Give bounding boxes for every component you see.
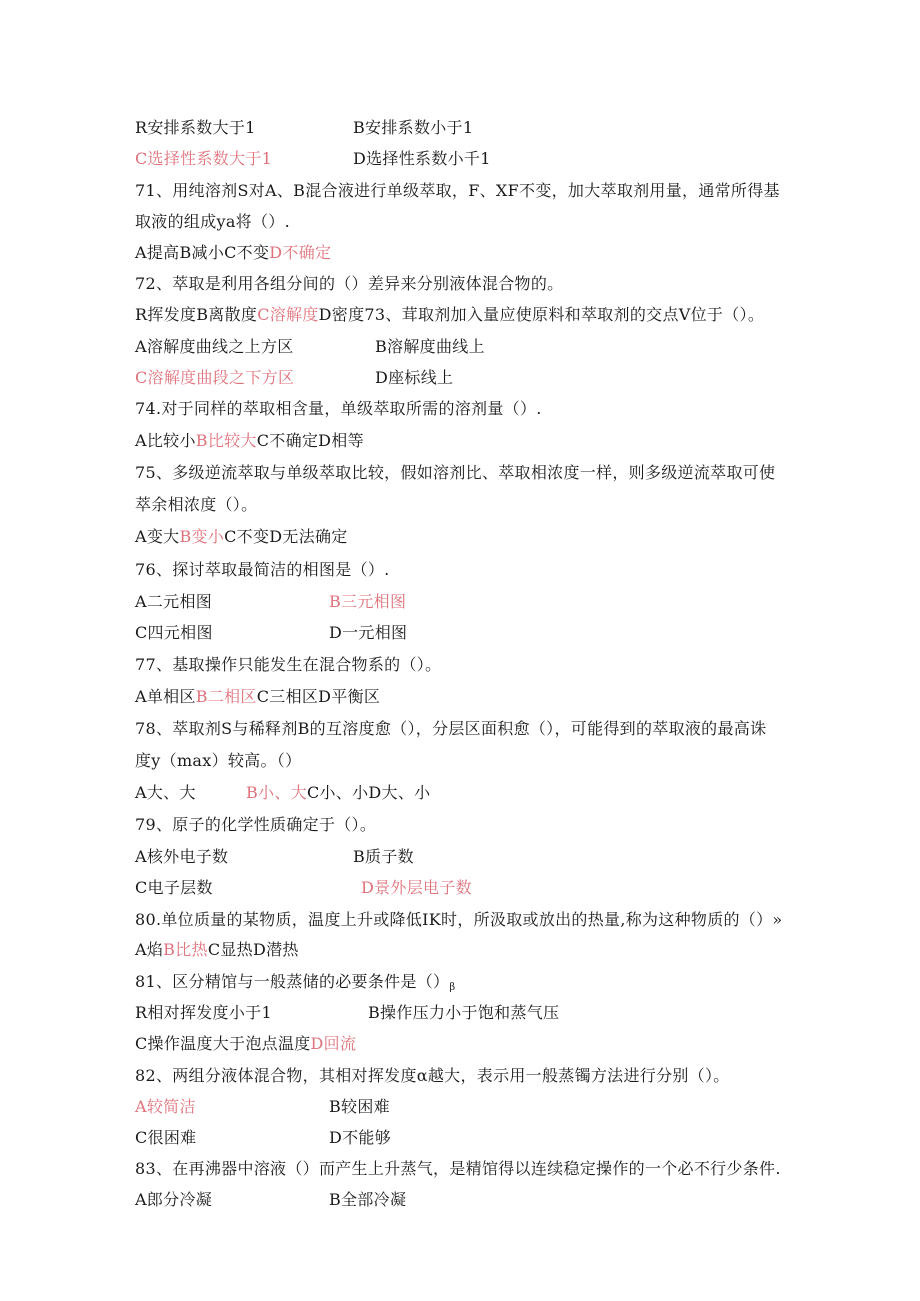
answer-option-d: D景外层电子数: [361, 878, 472, 897]
options-bcd: [246, 783, 430, 803]
option-c: C四元相图: [135, 623, 213, 642]
option-c: C操作温度大于泡点温度: [135, 1034, 311, 1053]
question-73-options-2: [135, 368, 454, 388]
question-72: 72、萃取是利用各组分间的（）差异来分别液体混合物的。: [135, 274, 564, 293]
question-76-options-1: [135, 592, 407, 612]
question-75-line-2: 萃余相浓度（）。: [135, 495, 258, 514]
question-80-options: [135, 940, 299, 960]
question-82: 82、两组分液体混合物，其相对挥发度α越大，表示用一般蒸镯方法进行分别（）。: [135, 1066, 730, 1085]
question-78-line-1: 78、萃取剂S与稀释剂B的互溶度愈（），分层区面积愈（），可能得到的萃取液的最高诛: [135, 719, 767, 738]
question-78-options: [135, 783, 431, 803]
question-72-options: [135, 305, 764, 325]
question-71-line-1: 71、用纯溶剂S对A、B混合液进行单级萃取，F、XF不变，加大萃取剂用量，通常所得基: [135, 181, 780, 200]
options-cd: C不确定D相等: [256, 431, 364, 450]
answer-option-a: A较简洁: [135, 1097, 196, 1116]
option-a: A比较小: [135, 431, 196, 450]
options-cd: C不变D无法确定: [224, 527, 348, 546]
question-81-options-1: [135, 1003, 560, 1023]
option-b: B全部冷凝: [329, 1190, 407, 1209]
question-80: 80.单位质量的某物质，温度上升或降低IK时，所汲取或放出的热量,称为这种物质的（）»: [135, 910, 783, 929]
answer-option-b: B比较大: [195, 431, 257, 450]
option-a: R安排系数大于1: [135, 118, 256, 137]
option-b: B溶解度曲线上: [375, 337, 485, 356]
question-81: [135, 972, 455, 998]
options-abc: A提高B减小C不变: [135, 243, 270, 262]
question-73-options-1: [135, 337, 485, 357]
question-76-options-2: [135, 623, 408, 643]
answer-option-b: B变小: [179, 527, 225, 546]
option-a: A二元相图: [135, 592, 213, 611]
option-b: B较困难: [329, 1097, 390, 1116]
answer-option-c: C溶解度: [257, 305, 319, 324]
answer-option-b: B比热: [163, 940, 208, 959]
question-71-line-2: 取液的组成ya将（）.: [135, 212, 290, 231]
option-b: B安排系数小于1: [353, 118, 474, 137]
question-83-options: [135, 1190, 407, 1210]
answer-option-b: B三元相图: [329, 592, 407, 611]
option-a: A单相区: [135, 687, 196, 706]
option-a: A溶解度曲线之上方区: [135, 337, 294, 356]
option-b: B质子数: [353, 847, 414, 866]
option-a: A变大: [135, 527, 180, 546]
question-78-line-2: 度y（max）较高。（）: [135, 751, 302, 770]
option-d: D一元相图: [329, 623, 408, 642]
option-line-2: [135, 149, 491, 169]
question-81-options-2: [135, 1034, 356, 1054]
answer-option-b: B二相区: [195, 687, 257, 706]
question-71-options: [135, 243, 331, 263]
question-74-options: [135, 431, 364, 451]
option-d-and-question-73: D密度73、茸取剂加入量应使原料和萃取剂的交点V位于（）。: [318, 305, 765, 324]
options-ab: R挥发度B离散度: [135, 305, 258, 324]
answer-option-d: D不确定: [269, 243, 332, 262]
option-c: C很困难: [135, 1128, 197, 1147]
answer-option-c: C选择性系数大于1: [135, 149, 273, 168]
question-77-options: [135, 687, 380, 707]
options-cd: C显热D潜热: [207, 940, 299, 959]
option-a: A核外电子数: [135, 847, 229, 866]
answer-option-b: B小、大: [246, 783, 307, 802]
question-79-options-1: [135, 847, 414, 867]
option-a: R相对挥发度小于1: [135, 1003, 272, 1022]
question-74: 74.对于同样的萃取相含量，单级萃取所需的溶剂量（）.: [135, 399, 542, 418]
question-82-options-2: [135, 1128, 392, 1148]
option-a: A郎分冷凝: [135, 1190, 213, 1209]
options-cd: C小、小D大、小: [306, 783, 431, 802]
question-83: 83、在再沸器中溶液（）而产生上升蒸气，是精馆得以连续稳定操作的一个必不行少条件.: [135, 1159, 781, 1178]
option-d: D不能够: [329, 1128, 392, 1147]
answer-option-d: D回流: [310, 1034, 357, 1053]
question-76: 76、探讨萃取最简洁的相图是（）.: [135, 560, 390, 579]
stray-mark: β: [449, 982, 456, 993]
option-a: A焰: [135, 940, 164, 959]
answer-option-c: C溶解度曲段之下方区: [135, 368, 295, 387]
question-79: 79、原子的化学性质确定于（）。: [135, 815, 377, 834]
question-75-line-1: 75、多级逆流萃取与单级萃取比较，假如溶剂比、萃取相浓度一样，则多级逆流萃取可使: [135, 463, 776, 482]
option-line-1: [135, 118, 474, 138]
options-cd: C三相区D平衡区: [256, 687, 381, 706]
option-b: B操作压力小于饱和蒸气压: [368, 1003, 560, 1022]
question-77: 77、基取操作只能发生在混合物系的（）。: [135, 655, 442, 674]
question-79-options-2: [135, 878, 472, 898]
option-d: D选择性系数小千1: [353, 149, 491, 168]
question-82-options-1: [135, 1097, 390, 1117]
option-a: A大、大: [135, 783, 196, 802]
option-d: D座标线上: [375, 368, 454, 387]
question-75-options: [135, 527, 348, 547]
option-c: C电子层数: [135, 878, 213, 897]
question-81-text: 81、区分精馆与一般蒸储的必要条件是（）: [135, 972, 450, 991]
